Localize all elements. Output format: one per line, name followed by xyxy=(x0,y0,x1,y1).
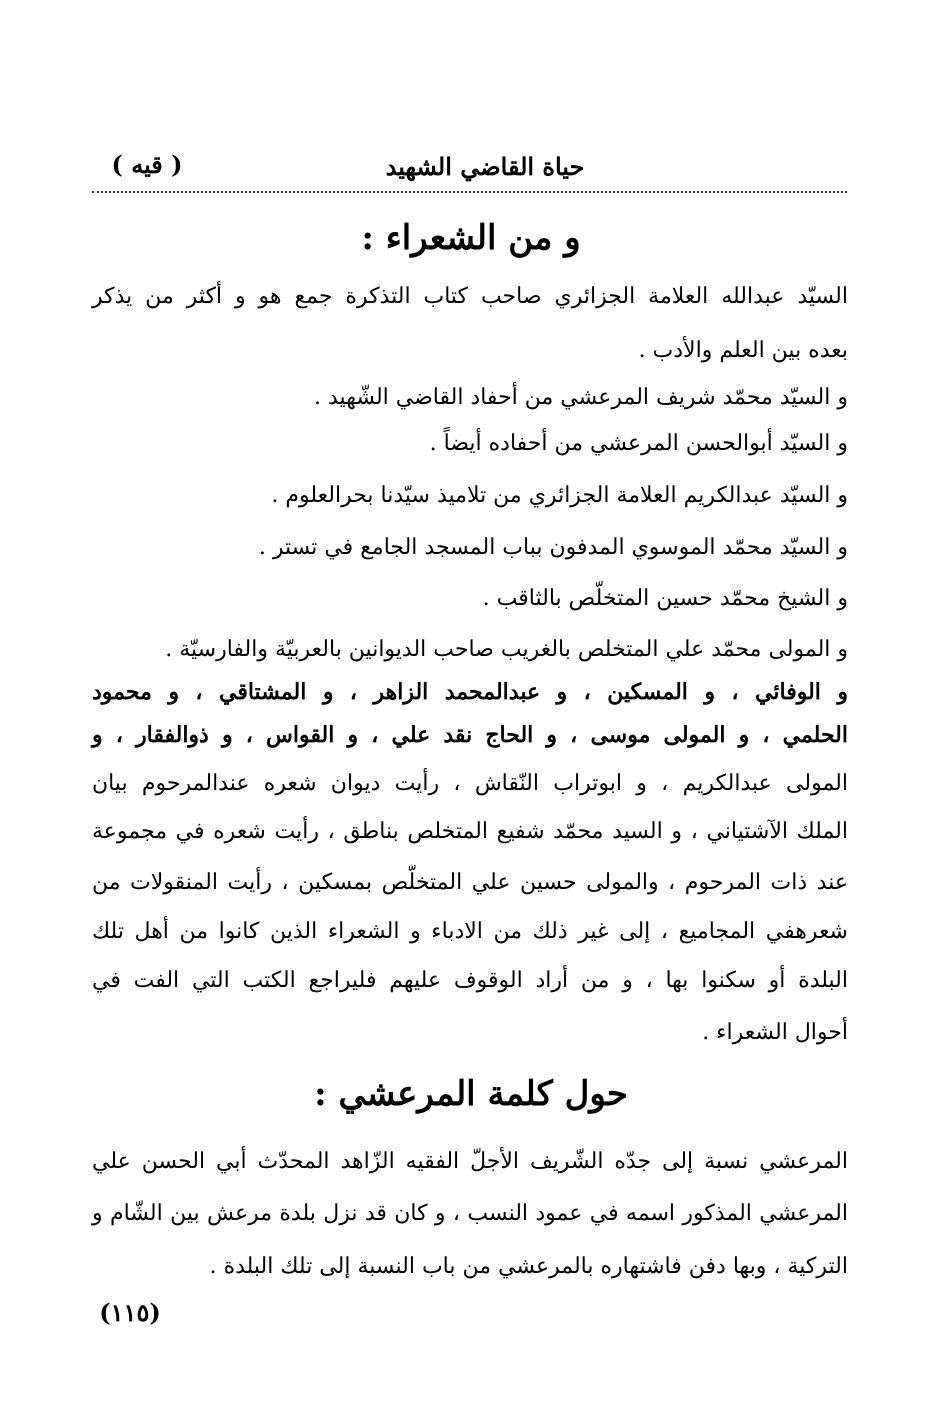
poets-line: شعرهفي المجاميع ، إلى غير ذلك من الادباء و الشعراء الذين كانوا من أهل تلك xyxy=(92,919,848,944)
section-heading-poets: و من الشعراء : xyxy=(361,218,581,258)
poets-line: السيّد عبدالله العلامة الجزائري صاحب كتاب التذكرة جمع هو و أكثر من يذكر xyxy=(92,284,848,309)
poets-line: و السيّد محمّد شريف المرعشي من أحفاد القاضي الشّهيد . xyxy=(314,385,848,410)
poets-line: بعده بين العلم والأدب . xyxy=(638,338,848,363)
poets-line: و المولى محمّد علي المتخلص بالغريب صاحب الديوانين بالعربيّة والفارسيّة . xyxy=(165,637,848,662)
poets-line: الملك الآشتياني ، و السيد محمّد شفيع المتخلص بناطق ، رأيت شعره في مجموعة xyxy=(92,819,848,844)
poets-line: و السيّد أبوالحسن المرعشي من أحفاده أيضاً . xyxy=(429,431,848,456)
section-heading-marashi: حول كلمة المرعشي : xyxy=(314,1074,628,1114)
poets-line: و السيّد عبدالكريم العلامة الجزائري من تلاميذ سيّدنا بحرالعلوم . xyxy=(271,483,848,508)
poets-line: أحوال الشعراء . xyxy=(702,1020,848,1045)
header-dotted-rule xyxy=(92,191,847,193)
poets-line: المولى عبدالكريم ، و ابوتراب النّقاش ، رأيت ديوان شعره عندالمرحوم بيان xyxy=(92,771,848,796)
running-header-title: حياة القاضي الشهيد xyxy=(385,152,585,181)
marashi-line: المرعشي المذكور اسمه في عمود النسب ، و كان قد نزل بلدة مرعش بين الشّام و xyxy=(92,1201,848,1226)
marashi-line: المرعشي نسبة إلى جدّه الشّريف الأجلّ الفقيه الزّاهد المحدّث أبي الحسن علي xyxy=(92,1149,848,1174)
poets-line: و الوفائي ، و المسكين ، و عبدالمحمد الزاهر ، و المشتاقي ، و محمود xyxy=(92,679,848,705)
running-header-page-abjad: ( قيه ) xyxy=(111,150,183,179)
poets-line: عند ذات المرحوم ، والمولى حسين علي المتخلّص بمسكين ، رأيت المنقولات من xyxy=(92,870,848,895)
poets-line: الحلمي ، و المولى موسى ، و الحاج نقد علي ، و القواس ، و ذوالفقار ، و xyxy=(92,722,848,748)
marashi-line: التركية ، وبها دفن فاشتهاره بالمرعشي من باب النسبة إلى تلك البلدة . xyxy=(209,1254,848,1279)
poets-line: البلدة أو سكنوا بها ، و من أراد الوقوف عليهم فليراجع الكتب التي الفت في xyxy=(92,968,848,993)
poets-line: و السيّد محمّد الموسوي المدفون بباب المسجد الجامع في تستر . xyxy=(258,535,848,560)
poets-line: و الشيخ محمّد حسين المتخلّص بالثاقب . xyxy=(482,586,848,611)
page-number: (١١٥) xyxy=(99,1298,161,1327)
